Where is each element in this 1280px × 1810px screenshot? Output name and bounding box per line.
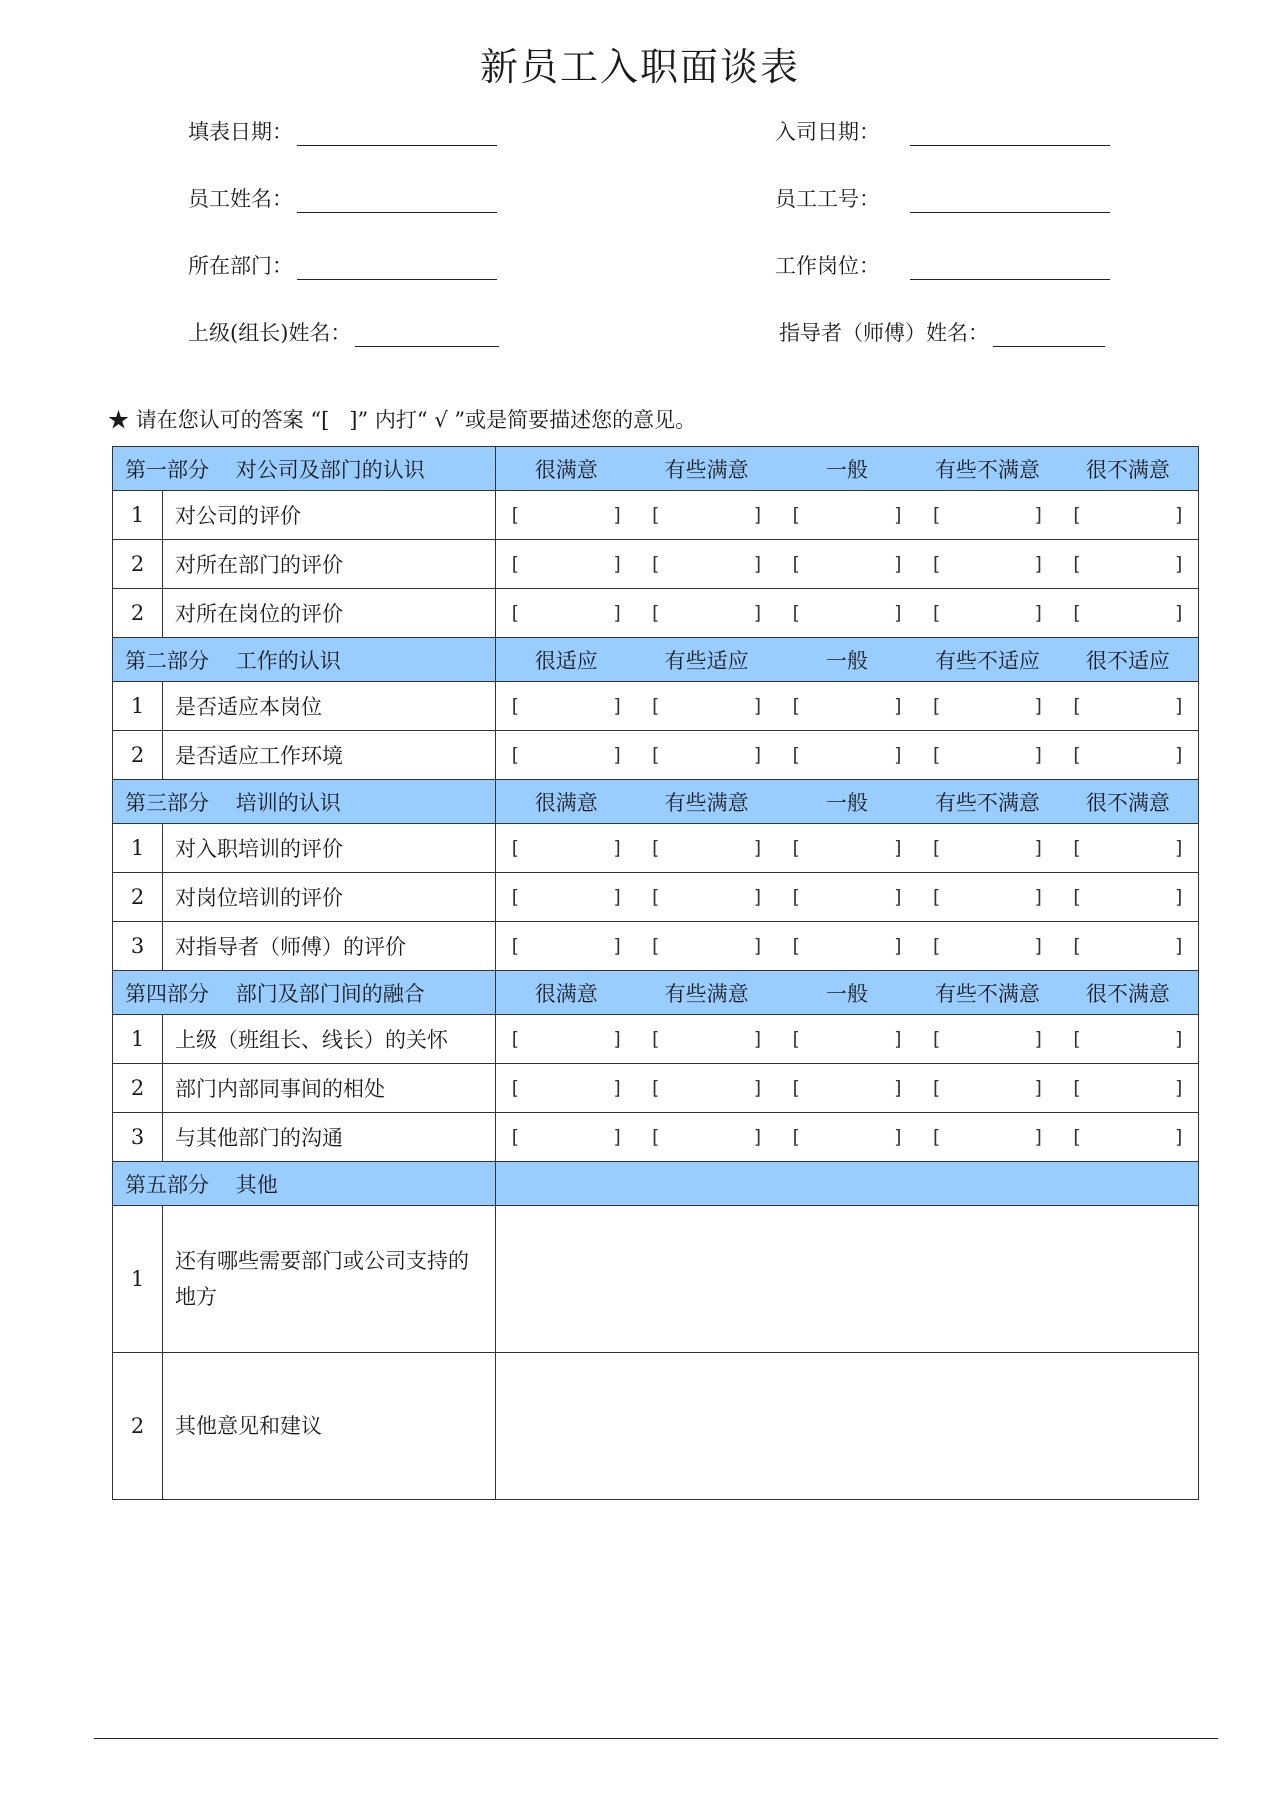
rating-checkbox[interactable]: [ ] <box>509 504 624 526</box>
rating-checkbox[interactable]: [ ] <box>1070 1077 1186 1099</box>
instruction-line <box>108 404 696 434</box>
section-header <box>113 971 1199 1015</box>
row-number: 2 <box>113 589 163 638</box>
rating-checkbox[interactable]: [ ] <box>930 837 1045 859</box>
rating-cell <box>496 922 1199 971</box>
question-text: 对岗位培训的评价 <box>163 873 496 922</box>
question-row <box>113 540 1199 589</box>
join-date-input[interactable] <box>910 123 1110 146</box>
row-number: 2 <box>113 873 163 922</box>
form-title: 新员工入职面谈表 <box>479 45 800 89</box>
section-options <box>496 1162 1199 1206</box>
rating-checkbox[interactable]: [ ] <box>789 1077 905 1099</box>
question-row <box>113 731 1199 780</box>
question-text: 对所在部门的评价 <box>163 540 496 589</box>
rating-checkbox[interactable]: [ ] <box>789 1028 905 1050</box>
join-date-label: 入司日期： <box>775 120 880 144</box>
question-row <box>113 922 1199 971</box>
rating-checkbox[interactable]: [ ] <box>930 935 1045 957</box>
question-row <box>113 682 1199 731</box>
rating-checkbox[interactable]: [ ] <box>1070 744 1186 766</box>
row-number: 2 <box>113 1064 163 1113</box>
option-label: 有些满意 <box>664 457 749 482</box>
employee-name-label: 员工姓名： <box>188 187 293 211</box>
rating-checkbox[interactable]: [ ] <box>930 695 1045 717</box>
rating-checkbox[interactable]: [ ] <box>649 1077 764 1099</box>
option-label: 很不满意 <box>1085 457 1170 482</box>
employee-name-field <box>188 183 497 213</box>
row-number: 1 <box>113 824 163 873</box>
rating-checkbox[interactable]: [ ] <box>789 837 905 859</box>
rating-checkbox[interactable]: [ ] <box>649 886 764 908</box>
rating-checkbox[interactable]: [ ] <box>649 744 764 766</box>
rating-checkbox[interactable]: [ ] <box>649 1028 764 1050</box>
mentor-name-input[interactable] <box>993 324 1105 347</box>
option-label: 一般 <box>826 790 869 815</box>
rating-cell <box>496 873 1199 922</box>
rating-cell <box>496 589 1199 638</box>
rating-checkbox[interactable]: [ ] <box>930 1028 1045 1050</box>
section-title: 第二部分 工作的认识 <box>113 638 496 682</box>
option-label: 有些满意 <box>664 981 749 1006</box>
position-field <box>775 250 1110 280</box>
question-text: 与其他部门的沟通 <box>163 1113 496 1162</box>
rating-checkbox[interactable]: [ ] <box>509 602 624 624</box>
row-number: 2 <box>113 1353 163 1500</box>
section-header <box>113 638 1199 682</box>
question-text: 部门内部同事间的相处 <box>163 1064 496 1113</box>
rating-checkbox[interactable]: [ ] <box>649 1126 764 1148</box>
supervisor-name-input[interactable] <box>355 324 499 347</box>
footer-divider <box>94 1738 1218 1739</box>
question-text: 对所在岗位的评价 <box>163 589 496 638</box>
question-row <box>113 589 1199 638</box>
rating-cell <box>496 731 1199 780</box>
answer-area[interactable] <box>496 1353 1199 1500</box>
join-date-field <box>775 116 1110 146</box>
option-label: 一般 <box>826 648 869 673</box>
row-number: 1 <box>113 491 163 540</box>
section-options <box>496 971 1199 1015</box>
question-text: 其他意见和建议 <box>163 1353 496 1500</box>
rating-checkbox[interactable]: [ ] <box>509 695 624 717</box>
question-row <box>113 1113 1199 1162</box>
option-label: 很满意 <box>534 457 598 482</box>
question-row <box>113 1206 1199 1353</box>
question-text: 还有哪些需要部门或公司支持的地方 <box>163 1206 496 1353</box>
department-field <box>188 250 497 280</box>
rating-cell <box>496 491 1199 540</box>
rating-cell <box>496 540 1199 589</box>
rating-checkbox[interactable]: [ ] <box>930 504 1045 526</box>
rating-checkbox[interactable]: [ ] <box>649 602 764 624</box>
rating-checkbox[interactable]: [ ] <box>649 935 764 957</box>
option-label: 有些满意 <box>664 790 749 815</box>
option-label: 很不满意 <box>1085 981 1170 1006</box>
rating-checkbox[interactable]: [ ] <box>789 935 905 957</box>
rating-checkbox[interactable]: [ ] <box>1070 1126 1186 1148</box>
question-row <box>113 873 1199 922</box>
rating-checkbox[interactable]: [ ] <box>1070 695 1186 717</box>
section-title: 第三部分 培训的认识 <box>113 780 496 824</box>
question-row <box>113 1353 1199 1500</box>
rating-checkbox[interactable]: [ ] <box>1070 837 1186 859</box>
section-header <box>113 780 1199 824</box>
row-number: 3 <box>113 922 163 971</box>
question-row <box>113 1064 1199 1113</box>
row-number: 2 <box>113 540 163 589</box>
rating-checkbox[interactable]: [ ] <box>649 837 764 859</box>
mentor-name-label: 指导者（师傅）姓名： <box>779 321 989 345</box>
rating-checkbox[interactable]: [ ] <box>930 1077 1045 1099</box>
rating-checkbox[interactable]: [ ] <box>930 886 1045 908</box>
rating-checkbox[interactable]: [ ] <box>509 553 624 575</box>
position-label: 工作岗位： <box>775 254 880 278</box>
rating-cell <box>496 824 1199 873</box>
option-label: 很不适应 <box>1085 648 1170 673</box>
rating-checkbox[interactable]: [ ] <box>509 837 624 859</box>
option-label: 有些不满意 <box>934 457 1040 482</box>
department-label: 所在部门： <box>188 254 293 278</box>
rating-checkbox[interactable]: [ ] <box>509 1028 624 1050</box>
rating-checkbox[interactable]: [ ] <box>509 744 624 766</box>
rating-cell <box>496 682 1199 731</box>
question-row <box>113 824 1199 873</box>
rating-checkbox[interactable]: [ ] <box>1070 1028 1186 1050</box>
employee-id-input[interactable] <box>910 190 1110 213</box>
question-text: 对入职培训的评价 <box>163 824 496 873</box>
section-options <box>496 447 1199 491</box>
section-options <box>496 780 1199 824</box>
rating-checkbox[interactable]: [ ] <box>930 602 1045 624</box>
row-number: 2 <box>113 731 163 780</box>
row-number: 1 <box>113 1015 163 1064</box>
section-title: 第五部分 其他 <box>113 1162 496 1206</box>
question-row <box>113 491 1199 540</box>
supervisor-name-label: 上级(组长)姓名： <box>188 321 352 345</box>
row-number: 1 <box>113 682 163 731</box>
employee-name-input[interactable] <box>297 190 497 213</box>
question-text: 对公司的评价 <box>163 491 496 540</box>
question-row <box>113 1015 1199 1064</box>
rating-checkbox[interactable]: [ ] <box>649 504 764 526</box>
section-title: 第四部分 部门及部门间的融合 <box>113 971 496 1015</box>
option-label: 很满意 <box>534 981 598 1006</box>
rating-checkbox[interactable]: [ ] <box>789 1126 905 1148</box>
rating-checkbox[interactable]: [ ] <box>509 1077 624 1099</box>
fill-date-input[interactable] <box>297 123 497 146</box>
rating-checkbox[interactable]: [ ] <box>789 744 905 766</box>
rating-checkbox[interactable]: [ ] <box>789 504 905 526</box>
rating-checkbox[interactable]: [ ] <box>509 935 624 957</box>
rating-checkbox[interactable]: [ ] <box>1070 553 1186 575</box>
option-label: 很不满意 <box>1085 790 1170 815</box>
row-number: 3 <box>113 1113 163 1162</box>
instruction-text: 请在您认可的答案 “[ ]” 内打“ √ ”或是简要描述您的意见。 <box>129 408 697 432</box>
fill-date-field <box>188 116 497 146</box>
rating-checkbox[interactable]: [ ] <box>930 553 1045 575</box>
rating-checkbox[interactable]: [ ] <box>1070 602 1186 624</box>
option-label: 有些适应 <box>664 648 749 673</box>
rating-cell <box>496 1064 1199 1113</box>
rating-checkbox[interactable]: [ ] <box>930 744 1045 766</box>
employee-id-label: 员工工号： <box>775 187 880 211</box>
supervisor-name-field <box>188 317 499 347</box>
section-options <box>496 638 1199 682</box>
question-text: 对指导者（师傅）的评价 <box>163 922 496 971</box>
option-label: 有些不满意 <box>934 790 1040 815</box>
rating-checkbox[interactable]: [ ] <box>1070 935 1186 957</box>
question-text: 上级（班组长、线长）的关怀 <box>163 1015 496 1064</box>
rating-checkbox[interactable]: [ ] <box>649 695 764 717</box>
option-label: 很适应 <box>534 648 598 673</box>
section-header <box>113 1162 1199 1206</box>
rating-checkbox[interactable]: [ ] <box>649 553 764 575</box>
section-header <box>113 447 1199 491</box>
fill-date-label: 填表日期： <box>188 120 293 144</box>
option-label: 有些不满意 <box>934 981 1040 1006</box>
rating-cell <box>496 1113 1199 1162</box>
rating-checkbox[interactable]: [ ] <box>509 886 624 908</box>
option-label: 很满意 <box>534 790 598 815</box>
position-input[interactable] <box>910 257 1110 280</box>
option-label: 有些不适应 <box>934 648 1040 673</box>
section-title: 第一部分 对公司及部门的认识 <box>113 447 496 491</box>
question-text: 是否适应本岗位 <box>163 682 496 731</box>
question-text: 是否适应工作环境 <box>163 731 496 780</box>
answer-area[interactable] <box>496 1206 1199 1353</box>
row-number: 1 <box>113 1206 163 1353</box>
rating-checkbox[interactable]: [ ] <box>1070 886 1186 908</box>
star-icon: ★ <box>108 408 129 432</box>
interview-table <box>112 446 1199 1500</box>
rating-checkbox[interactable]: [ ] <box>930 1126 1045 1148</box>
option-label: 一般 <box>826 457 869 482</box>
department-input[interactable] <box>297 257 497 280</box>
rating-checkbox[interactable]: [ ] <box>789 553 905 575</box>
mentor-name-field <box>779 317 1105 347</box>
rating-checkbox[interactable]: [ ] <box>1070 504 1186 526</box>
employee-id-field <box>775 183 1110 213</box>
rating-cell <box>496 1015 1199 1064</box>
option-label: 一般 <box>826 981 869 1006</box>
rating-checkbox[interactable]: [ ] <box>789 602 905 624</box>
rating-checkbox[interactable]: [ ] <box>789 886 905 908</box>
rating-checkbox[interactable]: [ ] <box>509 1126 624 1148</box>
rating-checkbox[interactable]: [ ] <box>789 695 905 717</box>
